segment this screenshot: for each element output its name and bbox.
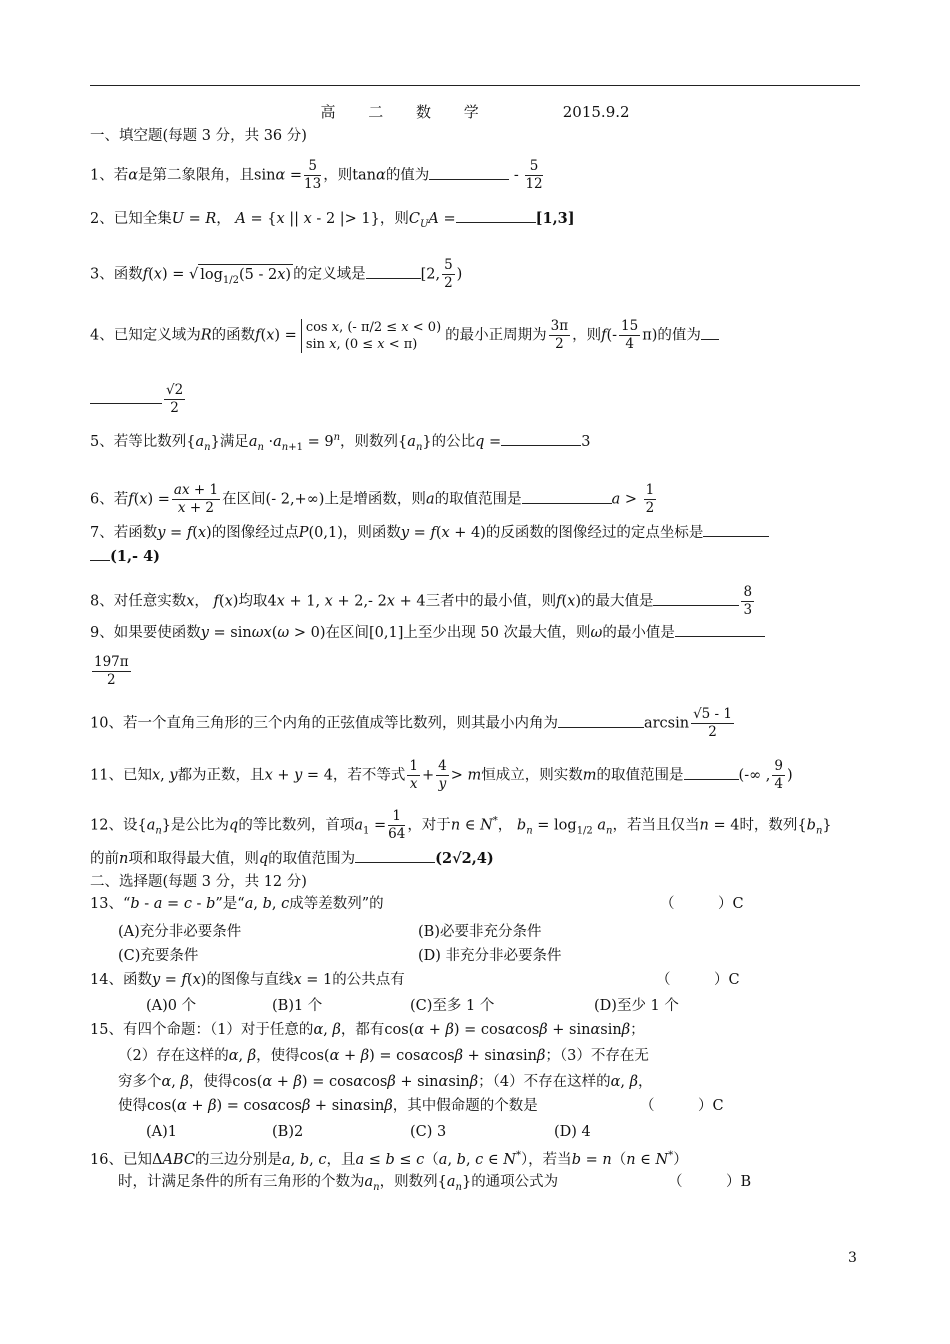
section-fill: 一、填空题(每题 3 分，共 36 分) [90, 128, 307, 144]
header-rule [90, 85, 860, 86]
option-13-d[interactable]: (D) 非充分非必要条件 [418, 948, 562, 964]
title-date: 2015.9.2 [562, 103, 630, 121]
question-2: 2、已知全集U = R， A = {x || x - 2 |> 1}，则$C_UA = [1,3]$ [90, 210, 575, 230]
question-16-line1: 16、已知ΔABC的三边分别是a, b, c，且a ≤ b ≤ c（a, b, c ∈ N*），若当b = n（n ∈ N*） [90, 1150, 688, 1168]
question-7: 7、若函数y = f(x)的图像经过点P(0,1)，则函数y = f(x + 4)的反函数的图像经过的定点坐标是 [90, 522, 769, 543]
option-15-c[interactable]: (C) 3 [410, 1124, 447, 1140]
question-14: 14、函数y = f(x)的图像与直线x = 1的公共点有 [90, 972, 405, 988]
option-15-b[interactable]: (B)2 [272, 1124, 304, 1140]
option-13-b[interactable]: (B)必要非充分条件 [418, 924, 542, 940]
question-5: 5、若等比数列$\{a_n\}$满足$a_n \cdot a_{n+1} = 9^n$，则数列$\{a_n\}$的公比q = 3 [90, 432, 591, 453]
question-9-answer: $\frac{197\pi}{2}$ [94, 654, 129, 688]
question-13-paren: （ ）C [660, 896, 744, 912]
question-4-answer: $\frac{√2}{2}$ [90, 382, 187, 417]
option-14-a[interactable]: (A)0 个 [146, 998, 197, 1014]
question-14-paren: （ ）C [656, 972, 740, 988]
page-number: 3 [848, 1250, 857, 1266]
option-13-c[interactable]: (C)充要条件 [118, 948, 199, 964]
question-15-line2: （2）存在这样的α, β，使得cos(α + β) = cosαcosβ + sinαsinβ；（3）不存在无 [118, 1048, 649, 1064]
section-choice: 二、选择题(每题 3 分，共 12 分) [90, 874, 307, 890]
question-3: 3、函数f(x) = √ $\log_{1/2}(5 - 2x)$ 的定义域是 [2, $\frac{5}{2}$ ) [90, 257, 463, 291]
question-7-answer: (1,- 4) [90, 546, 160, 567]
question-9: 9、如果要使函数y = sinωx(ω > 0)在区间[0,1]上至少出现 50 次最大值，则ω的最小值是 [90, 622, 765, 643]
question-8: 8、对任意实数x， f(x)均取4x + 1, x + 2,- 2x + 4三者中的最小值，则f(x)的最大值是 $\frac{8}{3}$ [90, 584, 753, 618]
option-13-a[interactable]: (A)充分非必要条件 [118, 924, 242, 940]
page-title [0, 101, 950, 122]
option-15-d[interactable]: (D) 4 [554, 1124, 591, 1140]
question-12: 12、设$\{a_n\}$是公比为q的等比数列，首项$a_1$ = $\frac{1}{64}$ ，对于n ∈ N*， $b_n = \log_{1/2} a_n$，若当且仅当n = 4时，数列$\{b_n\}$ [90, 808, 832, 842]
question-4: 4、已知定义域为R的函数f(x) = cos x, (- π/2 ≤ x < 0) sin x, (0 ≤ x < π) 的最小正周期为 $\frac{3\pi}{2}$ ，则f(- $\frac{15}{4}$ π)的值为 [90, 318, 719, 353]
question-16-line2: 时，计满足条件的所有三角形的个数为$a_n$，则数列$\{a_n\}$的通项公式为 [118, 1174, 559, 1193]
question-12-line2: 的前n项和取得最大值，则q的取值范围为 (2√2,4) [90, 850, 494, 867]
title-text: 高 二 数 学 [320, 103, 493, 121]
option-15-a[interactable]: (A)1 [146, 1124, 178, 1140]
question-15-paren: （ ）C [640, 1098, 724, 1114]
question-15-line4: 使得cos(α + β) = cosαcosβ + sinαsinβ，其中假命题的个数是 [118, 1098, 538, 1114]
question-10: 10、若一个直角三角形的三个内角的正弦值成等比数列，则其最小内角为 arcsin $\frac{√5 - 1}{2}$ [90, 706, 733, 740]
question-16-paren: （ ）B [668, 1174, 752, 1190]
question-13: 13、“b - a = c - b”是“a, b, c成等差数列”的 [90, 896, 384, 912]
option-14-d[interactable]: (D)至少 1 个 [594, 998, 679, 1014]
option-14-c[interactable]: (C)至多 1 个 [410, 998, 495, 1014]
question-11: 11、已知x, y都为正数，且x + y = 4，若不等式 $\frac{1}{x}$ + $\frac{4}{y}$ > m恒成立，则实数m的取值范围是 (-∞ , $\frac{9}{4}$ ) [90, 758, 793, 792]
question-6: 6、若f(x) = $\frac{ax + 1}{x + 2}$ 在区间(- 2,+∞)上是增函数，则a的取值范围是 a > $\frac{1}{2}$ [90, 482, 655, 516]
question-15-line1: 15、有四个命题：（1）对于任意的α, β，都有cos(α + β) = cosαcosβ + sinαsinβ； [90, 1022, 645, 1038]
question-15-line3: 穷多个α, β，使得cos(α + β) = cosαcosβ + sinαsinβ；（4）不存在这样的α, β， [118, 1074, 653, 1090]
question-1: 1、若α是第二象限角，且sinα = $\frac{5}{13}$ ，则tanα的值为 - $\frac{5}{12}$ [90, 158, 543, 192]
option-14-b[interactable]: (B)1 个 [272, 998, 323, 1014]
